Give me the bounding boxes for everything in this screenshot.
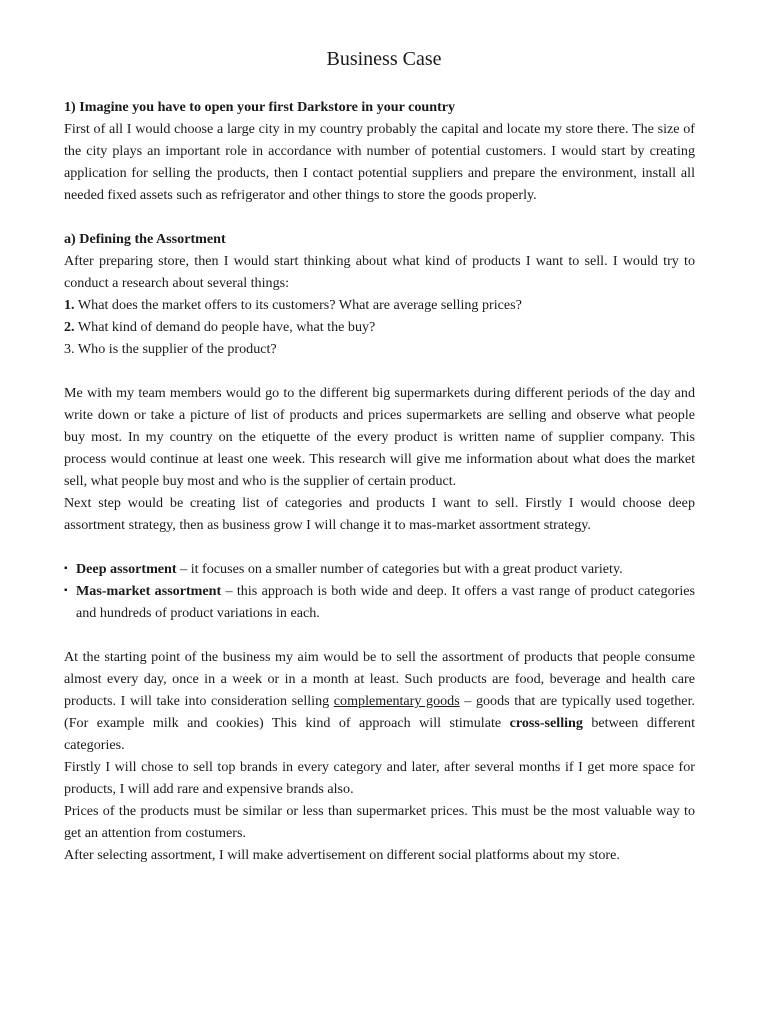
list-item-number: 1. xyxy=(64,297,75,313)
page-title: Business Case xyxy=(326,48,442,70)
list-item xyxy=(64,338,695,360)
spacer xyxy=(64,360,695,382)
bold-term: cross-selling xyxy=(509,715,583,731)
spacer xyxy=(64,624,695,646)
list-item xyxy=(64,316,695,338)
list-item-text: What does the market offers to its customers? What are average selling prices? xyxy=(77,297,522,313)
list-item-text: What kind of demand do people have, what the buy? xyxy=(77,319,376,335)
spacer xyxy=(64,206,695,228)
paragraph-prices: Prices of the products must be similar or less than supermarket prices. This must be the most valuable way to get an attention from costumers. xyxy=(64,803,695,841)
list-item-number: 2. xyxy=(64,319,75,335)
square-bullet-icon: ▪ xyxy=(64,563,68,574)
bullet-term: Deep assortment xyxy=(76,561,177,577)
paragraph-research-method: Me with my team members would go to the different big supermarkets during different periods of the day and write down or take a picture of list of products and prices supermarkets are selling and observe what people buy most. In my country on the etiquette of the every product is written name of supplier company. This process would continue at least one week. This research will give me information about what does the market sell, what people buy most and who is the supplier of certain product. xyxy=(64,385,695,489)
text-run: between different categories. xyxy=(64,715,696,753)
paragraph-city-choice: First of all I would choose a large city in my country probably the capital and locate my store there. The size of the city plays an important role in accordance with number of potential customers. I would start by creating application for selling the products, then I contact potential suppliers and prepare the environment, install all needed fixed assets such as refrigerator and other things to store the goods properly. xyxy=(64,121,695,203)
paragraph-next-step: Next step would be creating list of categories and products I want to sell. Firstly I would choose deep assortment strategy, then as business grow I will change it to mas-market assortment strategy. xyxy=(64,495,695,533)
paragraph-research-intro: After preparing store, then I would start thinking about what kind of products I want to sell. I would try to conduct a research about several things: xyxy=(64,253,695,291)
bullet-term: Mas-market assortment xyxy=(76,583,222,599)
paragraph-starting-point xyxy=(64,646,695,756)
underlined-term: complementary goods xyxy=(333,693,460,709)
text-run: – goods that are typically used together. (For example milk and cookies) This kind of approach will stimulate xyxy=(64,693,696,731)
list-item-text: Who is the supplier of the product? xyxy=(77,341,277,357)
research-question-list xyxy=(64,294,695,360)
section-heading-assortment: a) Defining the Assortment xyxy=(64,231,226,247)
bullet-text: – it focuses on a smaller number of categories but with a great product variety. xyxy=(176,561,623,577)
paragraph-advertising: After selecting assortment, I will make advertisement on different social platforms about my store. xyxy=(64,847,620,863)
bullet-item-deep-assortment xyxy=(64,558,695,580)
list-item-number: 3. xyxy=(64,341,75,357)
assortment-bullet-list xyxy=(64,558,695,624)
square-bullet-icon: ▪ xyxy=(64,585,68,596)
bullet-text: – this approach is both wide and deep. It offers a vast range of product categories and hundreds of product variations in each. xyxy=(76,583,695,621)
bullet-item-mass-market-assortment xyxy=(64,580,695,624)
spacer xyxy=(64,536,695,558)
section-heading-darkstore: 1) Imagine you have to open your first Darkstore in your country xyxy=(64,99,456,115)
list-item xyxy=(64,294,695,316)
text-run: At the starting point of the business my aim would be to sell the assortment of products that people consume almost every day, once in a week or in a month at least. Such products are food, beverage and health care products. I will take into consideration selling xyxy=(64,649,695,709)
paragraph-brands: Firstly I will chose to sell top brands in every category and later, after several months if I get more space for products, I will add rare and expensive brands also. xyxy=(64,759,695,797)
document-body xyxy=(64,96,695,866)
